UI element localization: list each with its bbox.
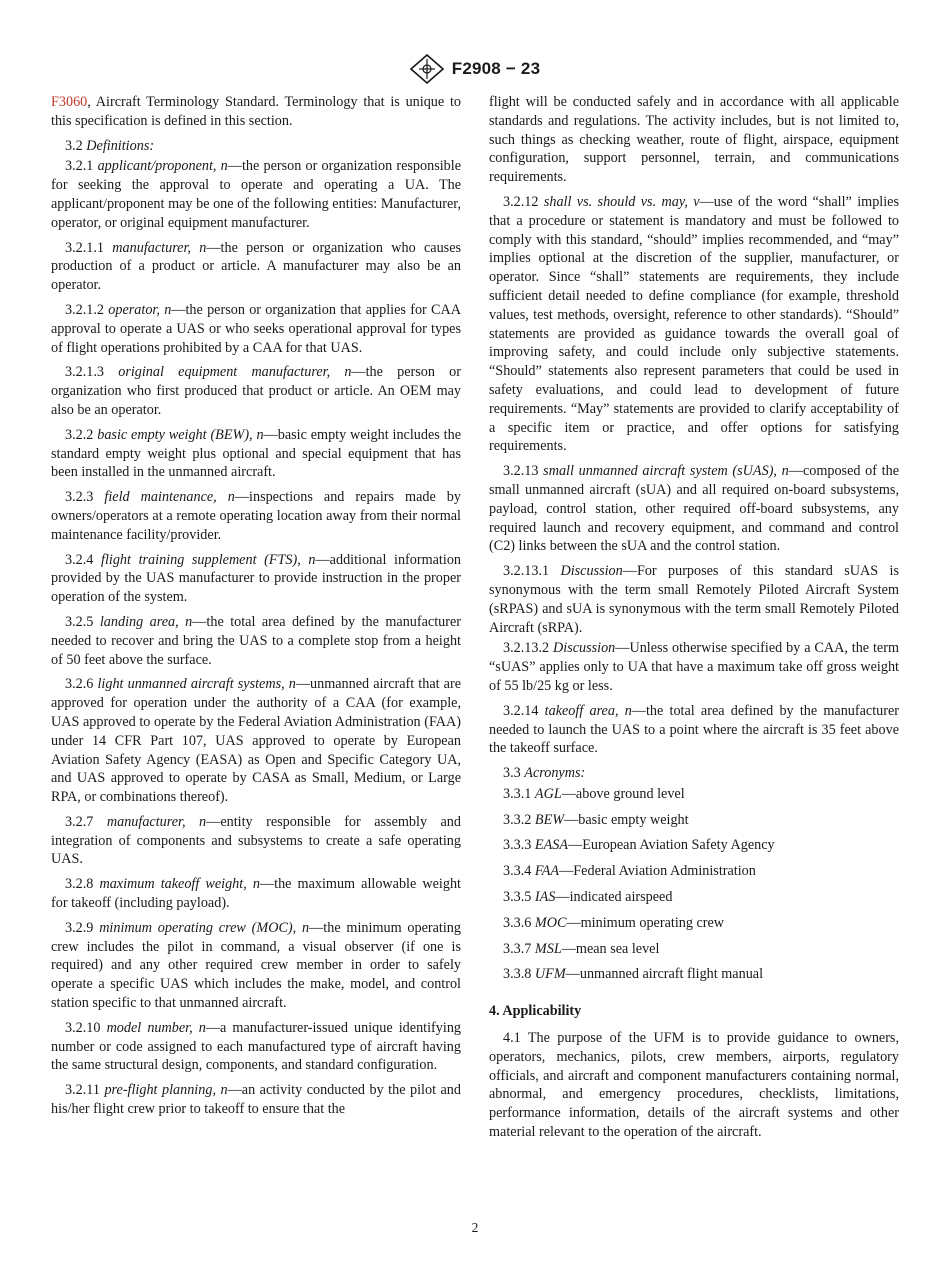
discussion-paragraph: 3.2.13.1 Discussion—For purposes of this standard sUAS is synonymous with the term small Remotely Piloted Aircraft System (sRPAS) and sUA is synonymous with the term small Remotely Piloted Aircraft (sRPA). [489,563,899,636]
applicability-paragraph: 4.1 The purpose of the UFM is to provide guidance to owners, operators, mechanics, pilots, crew members, airports, regulatory officials, and aircraft and component manufacturers containing normal, abnormal, and emergency procedures, checklists, limitations, performance information, details of the aircraft systems and other material relevant to the operation of the aircraft. [489,1030,900,1141]
acronym-item: 3.3.7 MSL—mean sea level [503,940,660,957]
right-column [489,93,899,1148]
discussion-paragraph: 3.2.13.2 Discussion—Unless otherwise specified by a CAA, the term “sUAS” applies only to UA that have a maximum take off gross weight of 55 lb/25 kg or less. [489,640,899,694]
definition-paragraph: 3.2.5 landing area, n—the total area defined by the manufacturer needed to recover and bring the UAS to a complete stop from a height of 50 feet above the surface. [51,613,461,668]
definition-paragraph: 3.2.9 minimum operating crew (MOC), n—the minimum operating crew includes the pilot in command, a visual observer (if one is required) and any other required crew member in order to safely operate a specific UAS which includes the make, model, and control station specific to that unmanned aircraft. [51,919,461,1012]
definition-paragraph: 3.2.1.1 manufacturer, n—the person or organization who causes production of a product or article. A manufacturer may also be an operator. [51,239,462,294]
astm-logo-icon [410,54,444,84]
definition-paragraph: 3.2.8 maximum takeoff weight, n—the maximum allowable weight for takeoff (including payload). [51,876,461,912]
acronym-item: 3.3.8 UFM—unmanned aircraft flight manual [503,966,764,983]
definition-paragraph: 3.2.1.3 original equipment manufacturer, n—the person or organization who first produced that product or article. An OEM may also be an operator. [51,364,461,418]
definition-paragraph: 3.2.4 flight training supplement (FTS), n—additional information provided by the UAS manufacturer to provide instruction in the proper operation of the system. [51,551,462,606]
standard-number: F2908 − 23 [451,59,541,78]
standard-reference-link[interactable]: F3060 [51,94,88,110]
definition-paragraph: 3.2.1.2 operator, n—the person or organization that applies for CAA approval to operate a UAS or who seeks operational approval for types of flight operations prohibited by a CAA for that UAS. [51,301,461,356]
definition-paragraph: 3.2.6 light unmanned aircraft systems, n—unmanned aircraft that are approved for operation under the authority of a CAA (for example, UAS approved to operate by the Federal Aviation Administration (FAA) under 14 CFR Part 107, UAS approved to operate by European Aviation Safety Agency (EASA) as Open and Specific Category UA, and UAS approved to operate by CASA as Small, Medium, or Large RPA, or combinations thereof). [51,676,461,806]
definition-paragraph: 3.2.11 pre-flight planning, n—an activity conducted by the pilot and his/her flight crew prior to takeoff to ensure that the [51,1082,461,1118]
acronym-item: 3.3.4 FAA—Federal Aviation Administration [503,863,756,880]
definition-paragraph: 3.2.10 model number, n—a manufacturer-issued unique identifying number or code assigned to each manufactured type of aircraft having the same structural design, components, and standard configuration. [51,1019,462,1074]
paragraph-continuation: flight will be conducted safely and in accordance with all applicable standards and regulations. The activity includes, but is not limited to, such things as checking weather, route of flight, airspace, equipment configuration, support personnel, terrain, and communications requirements. [489,94,899,186]
definitions-heading: 3.2 Definitions: [65,137,155,154]
definition-paragraph: 3.2.14 takeoff area, n—the total area defined by the manufacturer needed to launch the UAS to a point where the aircraft is 35 feet above the takeoff surface. [489,702,899,757]
definition-paragraph: 3.2.3 field maintenance, n—inspections and repairs made by owners/operators at a remote operating location away from their normal maintenance facility/provider. [51,489,461,543]
acronym-item: 3.3.1 AGL—above ground level [503,785,685,802]
acronyms-heading: 3.3 Acronyms: [503,765,586,782]
acronym-item: 3.3.2 BEW—basic empty weight [503,811,689,828]
definition-paragraph: 3.2.2 basic empty weight (BEW), n—basic empty weight includes the standard empty weight plus optional and special equipment that has been installed in the unmanned aircraft. [51,426,461,481]
section-heading-applicability: 4. Applicability [489,1003,582,1020]
acronym-item: 3.3.5 IAS—indicated airspeed [503,889,673,906]
acronym-item: 3.3.6 MOC—minimum operating crew [503,914,725,931]
page-header [0,56,950,82]
left-column [51,93,461,1125]
definition-paragraph: 3.2.1 applicant/proponent, n—the person or organization responsible for seeking the approval to operate and operating a UA. The applicant/proponent may be one of the following entities: Manufacturer, operator, or original equipment manufacturer. [51,158,461,231]
definition-paragraph: 3.2.13 small unmanned aircraft system (sUAS), n—composed of the small unmanned aircraft (sUA) and all required on-board subsystems, payload, control station, other required off-board subsystems, any required launch and recovery equipment, and command and control (C2) links between the sUA and the control station. [489,463,899,555]
page-number: 2 [471,1220,479,1235]
definition-paragraph: 3.2.12 shall vs. should vs. may, v—use of the word “shall” implies that a procedure or statement is mandatory and must be followed to comply with this standard, “should” implies recommended, and “may” implies optional at the discretion of the supplier, manufacturer, or operator. Since “shall” statements are requirements, they include sufficient detail needed to define compliance (for example, threshold values, test methods, oversight, reference to other standards). “Should” statements are provided as guidance towards the overall goal of improving safety, and could include only subjective statements. “Should” statements also represent parameters that could be used in safety evaluations, and could lead to development of future requirements. “May” statements are provided to clarify acceptability of a specific item or practice, and offer options for satisfying requirements. [489,193,899,455]
paragraph: F3060, Aircraft Terminology Standard. Terminology that is unique to this specification is defined in this section. [51,94,461,129]
acronym-item: 3.3.3 EASA—European Aviation Safety Agency [503,837,775,854]
definition-paragraph: 3.2.7 manufacturer, n—entity responsible for assembly and integration of components and subsystems to create a safe operating UAS. [51,813,461,868]
